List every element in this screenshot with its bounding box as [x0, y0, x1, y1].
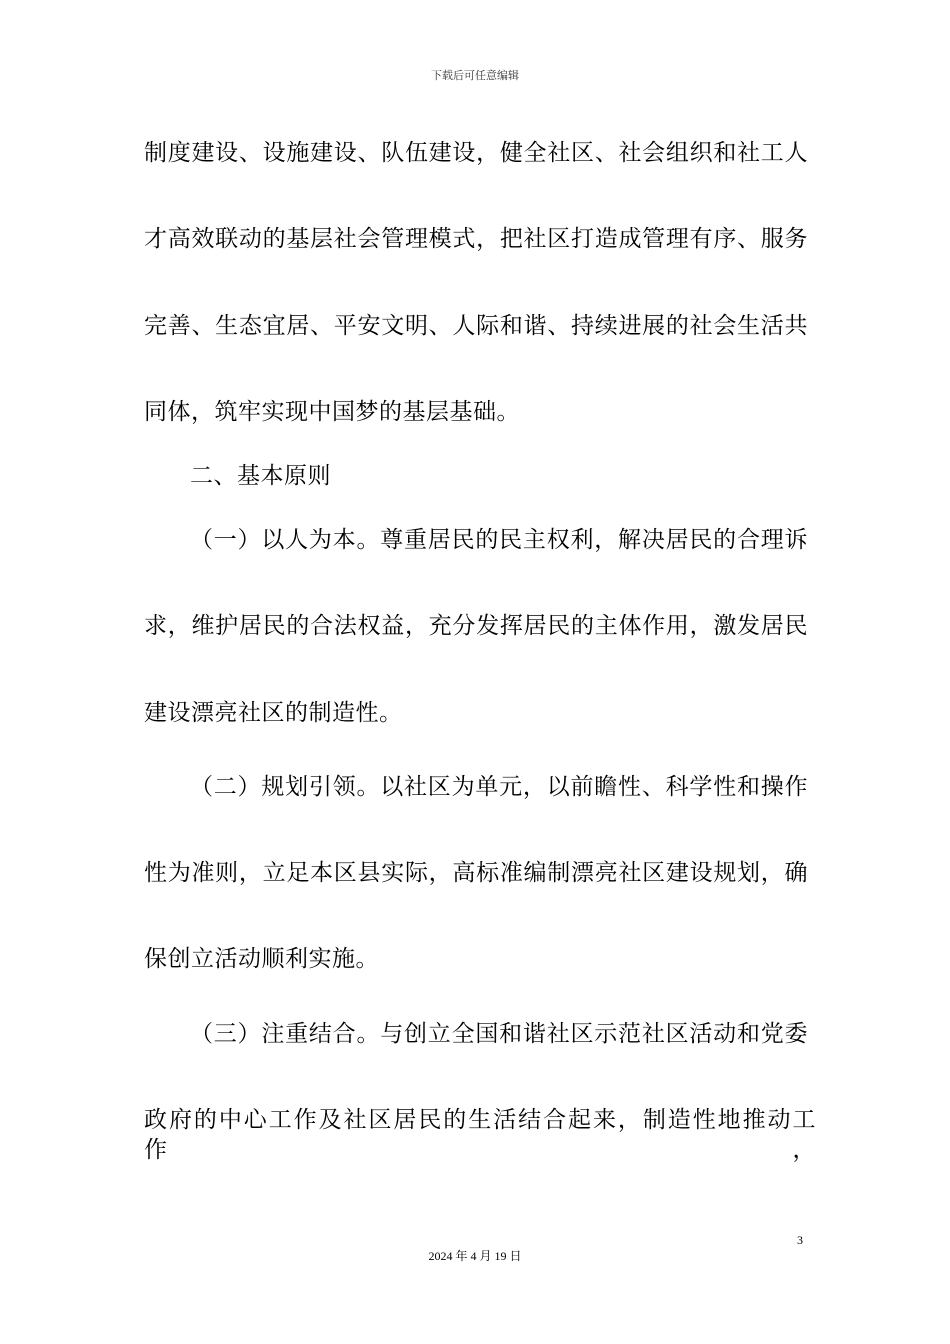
body-line: （三）注重结合。与创立全国和谐社区示范社区活动和党委: [190, 1021, 808, 1047]
body-line: 性为准则，立足本区县实际，高标准编制漂亮社区建设规划，确: [144, 860, 808, 886]
body-line: 求，维护居民的合法权益，充分发挥居民的主体作用，激发居民: [144, 613, 808, 639]
body-line: 完善、生态宜居、平安文明、人际和谐、持续进展的社会生活共: [144, 313, 808, 339]
body-line: 同体，筑牢实现中国梦的基层基础。: [144, 399, 520, 425]
footer-date: 2024 年 4 月 19 日: [428, 1249, 522, 1263]
body-line: （一）以人为本。尊重居民的民主权利，解决居民的合理诉: [190, 527, 808, 553]
body-line: 制度建设、设施建设、队伍建设，健全社区、社会组织和社工人: [144, 140, 808, 166]
section-heading: 二、基本原则: [190, 463, 331, 489]
body-line: （二）规划引领。以社区为单元，以前瞻性、科学性和操作: [190, 774, 808, 800]
body-line: 建设漂亮社区的制造性。: [144, 700, 403, 726]
body-line: 政府的中心工作及社区居民的生活结合起来，制造性地推动工作，: [144, 1107, 816, 1163]
body-line: 才高效联动的基层社会管理模式，把社区打造成管理有序、服务: [144, 226, 808, 252]
body-line: 保创立活动顺利实施。: [144, 946, 379, 972]
page-number: 3: [797, 1233, 803, 1247]
page-header-note: 下载后可任意编辑: [431, 69, 519, 82]
